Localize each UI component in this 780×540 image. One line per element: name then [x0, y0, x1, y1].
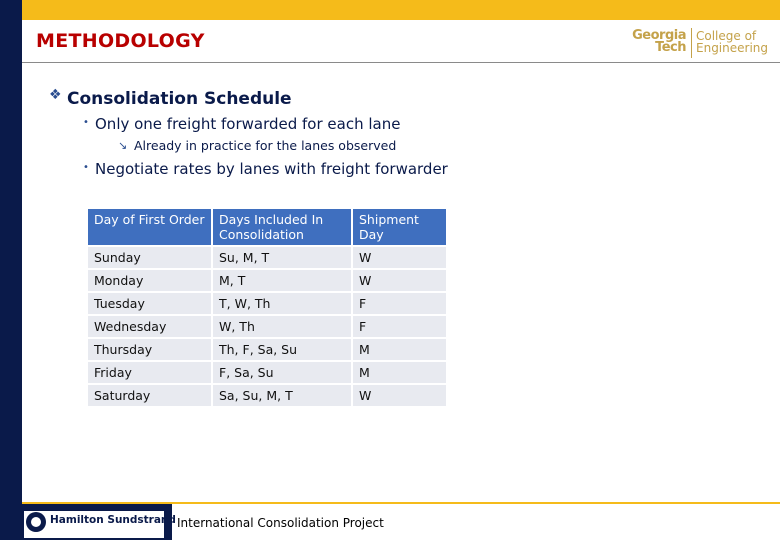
consolidation-table: [86, 207, 448, 408]
sub-bullet-text-1: Already in practice for the lanes observed: [134, 138, 397, 153]
georgia-tech-logo: [628, 30, 780, 58]
table-header-row: [88, 209, 446, 245]
title-divider: [22, 62, 780, 63]
header-shipment-day: Shipment Day: [353, 209, 446, 245]
table-cell: Friday: [88, 362, 211, 383]
table-cell: Th, F, Sa, Su: [213, 339, 351, 360]
table-row: [88, 339, 446, 360]
top-gold-bar: [22, 0, 780, 20]
table-row: [88, 316, 446, 337]
table-cell: Su, M, T: [213, 247, 351, 268]
table-cell: Monday: [88, 270, 211, 291]
table-cell: Sunday: [88, 247, 211, 268]
page-title: METHODOLOGY: [36, 30, 205, 52]
bullet-text-2: Negotiate rates by lanes with freight forwarder: [95, 160, 448, 178]
table-row: [88, 385, 446, 406]
table-cell: Tuesday: [88, 293, 211, 314]
table-cell: Sa, Su, M, T: [213, 385, 351, 406]
table-cell: M: [353, 339, 446, 360]
header-days-included: Days Included In Consolidation: [213, 209, 351, 245]
header-day-of-first-order: Day of First Order: [88, 209, 211, 245]
section-heading: Consolidation Schedule: [67, 89, 292, 109]
table-cell: F, Sa, Su: [213, 362, 351, 383]
logo-wordmark: [628, 30, 686, 54]
logo-engineering: Engineering: [696, 41, 768, 55]
bullet-text-1: Only one freight forwarded for each lane: [95, 115, 401, 133]
logo-college-of: College of: [696, 29, 757, 43]
footer-company-name: Hamilton Sundstrand: [50, 514, 176, 526]
logo-college: [696, 30, 768, 54]
logo-divider: [691, 28, 692, 58]
table-row: [88, 247, 446, 268]
table-cell: M: [353, 362, 446, 383]
table-row: [88, 362, 446, 383]
footer-project-title: International Consolidation Project: [177, 516, 384, 530]
table-cell: W: [353, 270, 446, 291]
hamilton-sundstrand-emblem-icon: [26, 512, 46, 532]
table-row: [88, 293, 446, 314]
logo-tech: Tech: [655, 40, 686, 55]
table-cell: W: [353, 385, 446, 406]
logo-georgia: Georgia: [632, 28, 686, 43]
left-sidebar-bar: [0, 0, 22, 540]
table-row: [88, 270, 446, 291]
table-cell: Wednesday: [88, 316, 211, 337]
dot-bullet-icon: •: [83, 162, 89, 173]
diamond-bullet-icon: ❖: [49, 87, 62, 103]
table-cell: M, T: [213, 270, 351, 291]
table-cell: Thursday: [88, 339, 211, 360]
table-cell: W, Th: [213, 316, 351, 337]
table-cell: Saturday: [88, 385, 211, 406]
table-cell: T, W, Th: [213, 293, 351, 314]
dot-bullet-icon: •: [83, 117, 89, 128]
arrow-bullet-icon: ↘: [118, 139, 128, 152]
table-cell: F: [353, 316, 446, 337]
table-cell: F: [353, 293, 446, 314]
table-cell: W: [353, 247, 446, 268]
